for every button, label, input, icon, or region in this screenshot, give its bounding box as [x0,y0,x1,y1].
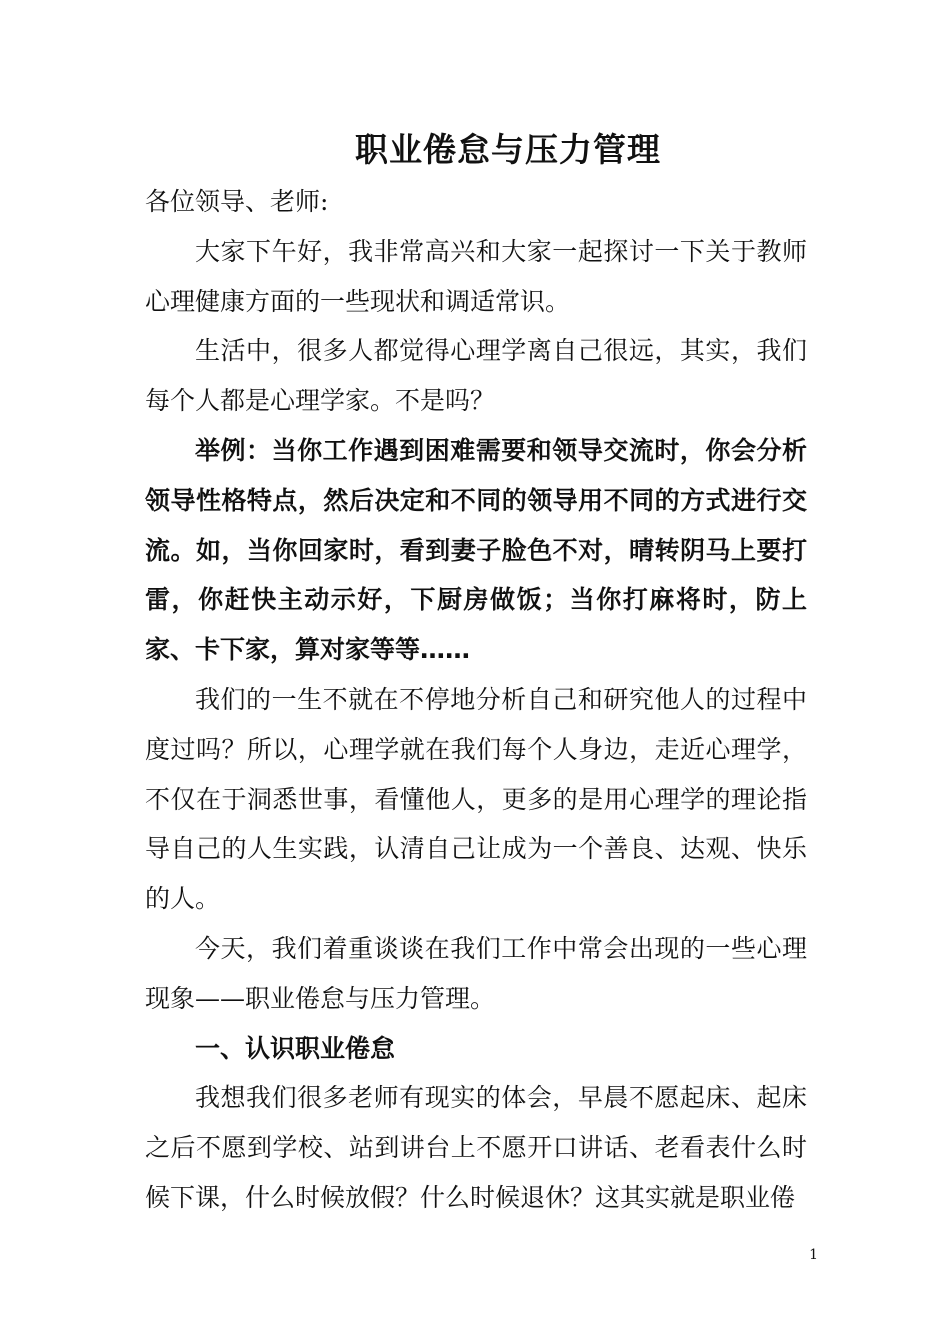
page-number: 1 [809,1247,818,1263]
document-title: 职业倦怠与压力管理 [355,130,661,169]
section-heading: 一、认识职业倦怠 [195,1033,396,1063]
paragraph-psychology: 生活中，很多人都觉得心理学离自己很远，其实，我们每个人都是心理学家。不是吗？ [145,336,807,416]
paragraph-intro: 大家下午好，我非常高兴和大家一起探讨一下关于教师心理健康方面的一些现状和调适常识。 [145,236,807,316]
paragraph-topic: 今天，我们着重谈谈在我们工作中常会出现的一些心理现象——职业倦怠与压力管理。 [145,933,807,1013]
paragraph-example: 举例：当你工作遇到困难需要和领导交流时，你会分析领导性格特点，然后决定和不同的领导用不同的方式进行交流。如，当你回家时，看到妻子脸色不对，晴转阴马上要打雷，你赶快主动示好，下厨房做饭；当你打麻将时，防上家、卡下家，算对家等等…… [145,435,807,665]
paragraph-burnout: 我想我们很多老师有现实的体会，早晨不愿起床、起床之后不愿到学校、站到讲台上不愿开口讲话、老看表什么时候下课，什么时候放假？什么时候退休？这其实就是职业倦 [145,1083,807,1212]
greeting-line: 各位领导、老师: [145,187,329,216]
paragraph-analysis: 我们的一生不就在不停地分析自己和研究他人的过程中度过吗？所以，心理学就在我们每个人身边，走近心理学，不仅在于洞悉世事，看懂他人，更多的是用心理学的理论指导自己的人生实践，认清自己让成为一个善良、达观、快乐的人。 [145,684,807,914]
document-body [145,177,807,1223]
